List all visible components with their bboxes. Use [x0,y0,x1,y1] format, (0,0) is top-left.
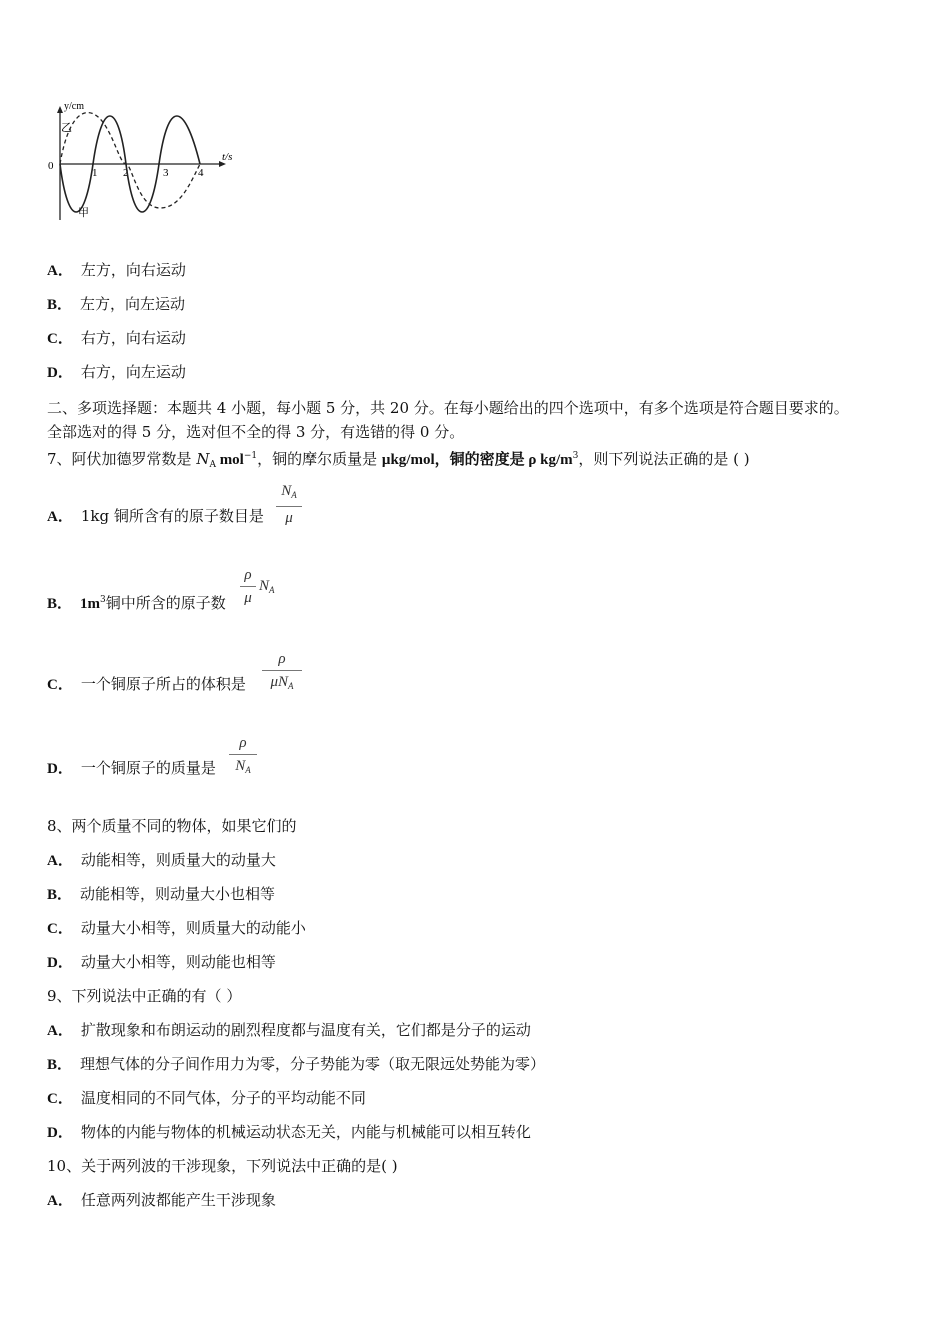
q6-option-b: B． 左方，向左运动 [47,295,186,313]
q7-option-a-fraction: $N_A$ μ [276,482,302,527]
section2-line2: 全部选对的得 5 分，选对但不全的得 3 分，有选错的得 0 分。 [47,423,465,441]
q7-option-c-fraction: ρ $\mu N_A$ [262,650,302,695]
q6-option-a: A． 左方，向右运动 [47,261,186,279]
tick-4: 4 [198,167,204,179]
q9-option-a: A． 扩散现象和布朗运动的剧烈程度都与温度有关，它们都是分子的运动 [47,1021,531,1039]
tick-2: 2 [123,167,129,179]
q10-option-a: A． 任意两列波都能产生干涉现象 [47,1191,276,1209]
q6-option-d: D． 右方，向左运动 [47,363,186,381]
x-axis-label: t/s [222,151,233,163]
section2-line1: 二、多项选择题：本题共 4 小题，每小题 5 分，共 20 分。在每小题给出的四个选项中，有多个选项是符合题目要求的。 [47,399,849,417]
q7-option-d: D． 一个铜原子的质量是 [47,759,216,777]
q7-stem: 7、阿伏加德罗常数是 $N_A$ mol$^{-1}$，铜的摩尔质量是 μkg/mol，铜的密度是 ρ $kg/m^3$，则下列说法正确的是 ( ) [47,450,750,470]
q7-option-c: C． 一个铜原子所占的体积是 [47,675,246,693]
q9-stem: 9、下列说法中正确的有（ ） [47,987,242,1005]
q8-option-c: C． 动量大小相等，则质量大的动能小 [47,919,306,937]
q7-option-b-fraction: ρ μ [240,566,256,607]
q7-option-d-fraction: ρ $N_A$ [229,734,257,779]
q7-option-b-na: $N_A$ [259,578,275,595]
origin-label: 0 [48,160,54,172]
y-axis-label: y/cm [64,101,84,112]
curve-yi [60,113,200,208]
tick-1: 1 [92,167,98,179]
q9-option-c: C． 温度相同的不同气体，分子的平均动能不同 [47,1089,366,1107]
tick-3: 3 [163,167,169,179]
q7-option-b: B． $1m^3$铜中所含的原子数 [47,594,226,612]
curve-yi-label: 乙 [61,121,72,134]
q8-option-a: A． 动能相等，则质量大的动量大 [47,851,276,869]
q8-option-b: B． 动能相等，则动量大小也相等 [47,885,276,903]
wave-graph [40,98,240,222]
q7-option-a: A． 1kg 铜所含有的原子数目是 [47,507,264,525]
curve-jia-label: 甲 [78,206,89,219]
q6-option-c: C． 右方，向右运动 [47,329,186,347]
q9-option-b: B． 理想气体的分子间作用力为零，分子势能为零（取无限远处势能为零） [47,1055,546,1073]
q8-stem: 8、两个质量不同的物体，如果它们的 [47,817,297,835]
q8-option-d: D． 动量大小相等，则动能也相等 [47,953,276,971]
q9-option-d: D． 物体的内能与物体的机械运动状态无关，内能与机械能可以相互转化 [47,1123,531,1141]
y-axis-arrow [57,106,63,113]
q10-stem: 10、关于两列波的干涉现象，下列说法中正确的是( ) [47,1157,398,1175]
